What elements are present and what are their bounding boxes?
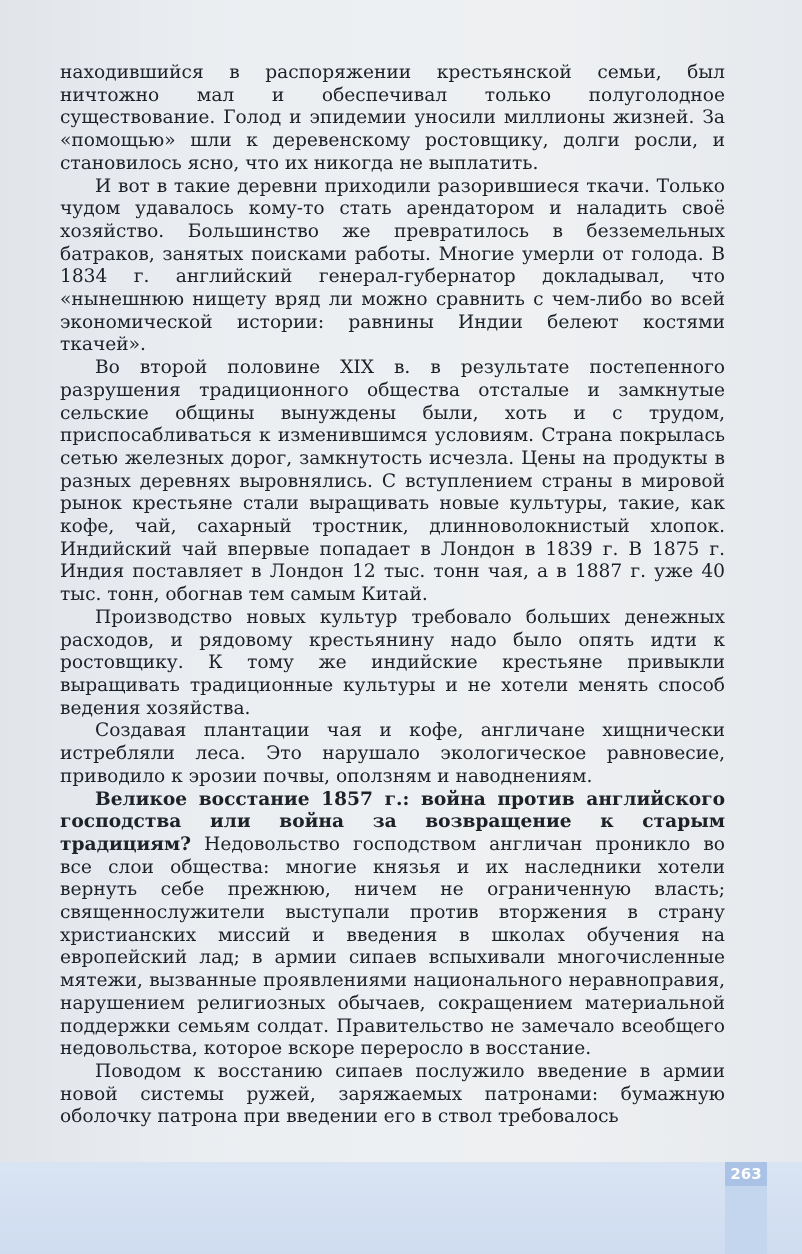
- page-number: 263: [725, 1162, 767, 1186]
- section-heading: Великое восстание 1857 г.: война против английского господства или война за возвращение к старым традициям?: [60, 788, 725, 855]
- section-paragraph: [60, 789, 725, 1061]
- page-edge-tab: [725, 1186, 767, 1254]
- paragraph-2: И вот в такие деревни приходили разорившиеся ткачи. Только чудом удавалось кому-то стать арендатором и наладить своё хозяйство. Большинство же превратилось в безземельных батраков, занятых поисками работы. Многие умерли от голода. В 1834 г. английский генерал-губернатор докладывал, что «нынешнюю нищету вряд ли можно сравнить с чем-либо во всей экономической истории: равнины Индии белеют костями ткачей».: [60, 175, 725, 356]
- paragraph-5: Создавая плантации чая и кофе, англичане хищнически истребляли леса. Это нарушало экологическое равновесие, приводило к эрозии почвы, оползням и наводнениям.: [60, 720, 725, 787]
- section-body: Недовольство господством англичан проникло во все слои общества: многие князья и их наследники хотели вернуть себе прежнюю, ничем не ограниченную власть; священнослужители выступали против вторжения в страну христианских миссий и введения в школах обучения на европейский лад; в армии сипаев вспыхивали многочисленные мятежи, вызванные проявлениями национального неравноправия, нарушением религиозных обычаев, сокращением материальной поддержки семьям солдат. Правительство не замечало всеобщего недовольства, которое вскоре переросло в восстание.: [60, 833, 725, 1060]
- paragraph-4: Производство новых культур требовало больших денежных расходов, и рядовому крестьянину надо было опять идти к ростовщику. К тому же индийские крестьяне привыкли выращивать традиционные культуры и не хотели менять способ ведения хозяйства.: [60, 606, 725, 719]
- paragraph-3: Во второй половине XIX в. в результате постепенного разрушения традиционного общества отсталые и замкнутые сельские общины вынуждены были, хоть и с трудом, приспосабливаться к изменившимся условиям. Страна покрылась сетью железных дорог, замкнутость исчезла. Цены на продукты в разных деревнях выровнялись. С вступлением страны в мировой рынок крестьяне стали выращивать новые культуры, такие, как кофе, чай, сахарный тростник, длинноволокнистый хлопок. Индийский чай впервые попадает в Лондон в 1839 г. В 1875 г. Индия поставляет в Лондон 12 тыс. тонн чая, а в 1887 г. уже 40 тыс. тонн, обогнав тем самым Китай.: [60, 357, 725, 606]
- page-footer-band: [0, 1162, 802, 1254]
- text-column: [60, 62, 725, 1129]
- paragraph-last: Поводом к восстанию сипаев послужило введение в армии новой системы ружей, заряжаемых патронами: бумажную оболочку патрона при введении его в ствол требовалось: [60, 1060, 725, 1128]
- paragraph-1: находившийся в распоряжении крестьянской семьи, был ничтожно мал и обеспечивал только полуголодное существование. Голод и эпидемии уносили миллионы жизней. За «помощью» шли к деревенскому ростовщику, долги росли, и становилось ясно, что их никогда не выплатить.: [60, 62, 725, 174]
